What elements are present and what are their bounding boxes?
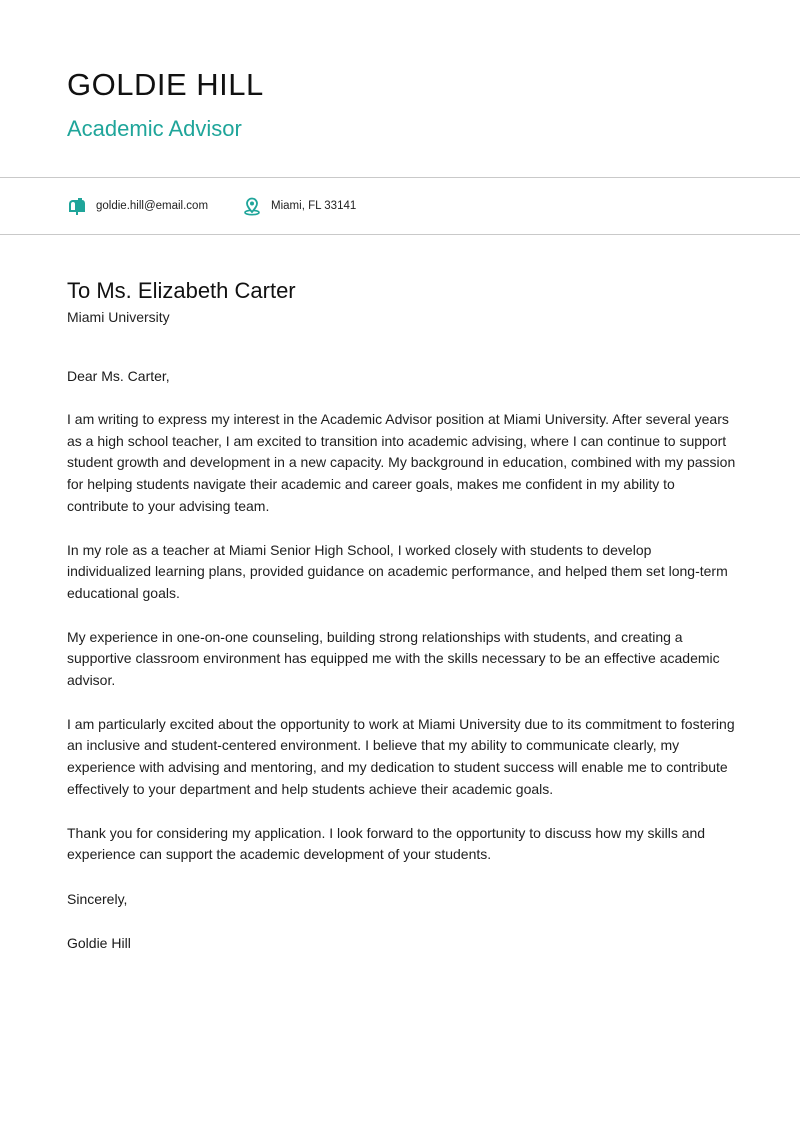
body-paragraph: In my role as a teacher at Miami Senior High School, I worked closely with students to develop individualized learning plans, provided guidance on academic performance, and helped them set long-term educational goals. [67, 541, 728, 601]
body-paragraph: My experience in one-on-one counseling, building strong relationships with students, and creating a supportive classroom environment has equipped me with the skills necessary to be an effective academic advisor. [67, 628, 720, 689]
salutation: Dear Ms. Carter, [67, 368, 170, 384]
signature-name: Goldie Hill [67, 934, 131, 951]
body-paragraph: I am particularly excited about the opportunity to work at Miami University due to its commitment to fostering an inclusive and student-centered environment. I believe that my ability to communicate clearly, my experience with advising and mentoring, and my dedication to student success will enable me to contribute effectively to your department and help students achieve their academic goals. [67, 715, 735, 797]
recipient-organization: Miami University [67, 309, 170, 325]
letter-body [67, 276, 737, 954]
closing: Sincerely, [67, 890, 128, 907]
location-text: Miami, FL 33141 [271, 200, 357, 212]
applicant-name: GOLDIE HILL [67, 67, 264, 102]
contact-email [67, 196, 208, 216]
contact-bar [67, 194, 356, 218]
email-text[interactable]: goldie.hill@email.com [96, 200, 209, 212]
body-paragraph: Thank you for considering my application. I look forward to the opportunity to discuss how my skills and experience can support the academic development of your students. [67, 824, 706, 863]
applicant-title: Academic Advisor [67, 116, 242, 141]
contact-location [242, 196, 356, 216]
header-divider-bottom [0, 234, 800, 235]
mailbox-icon [67, 196, 87, 216]
resume-header [67, 64, 264, 144]
map-pin-icon [242, 196, 262, 216]
body-paragraph: I am writing to express my interest in the Academic Advisor position at Miami University. After several years as a high school teacher, I am excited to transition into academic advising, where I can continue to support student growth and development in a new capacity. My background in education, combined with my passion for helping students navigate their academic and career goals, makes me confident in my ability to contribute to your advising team. [67, 411, 736, 514]
header-divider-top [0, 177, 800, 178]
recipient-name: To Ms. Elizabeth Carter [67, 278, 296, 303]
